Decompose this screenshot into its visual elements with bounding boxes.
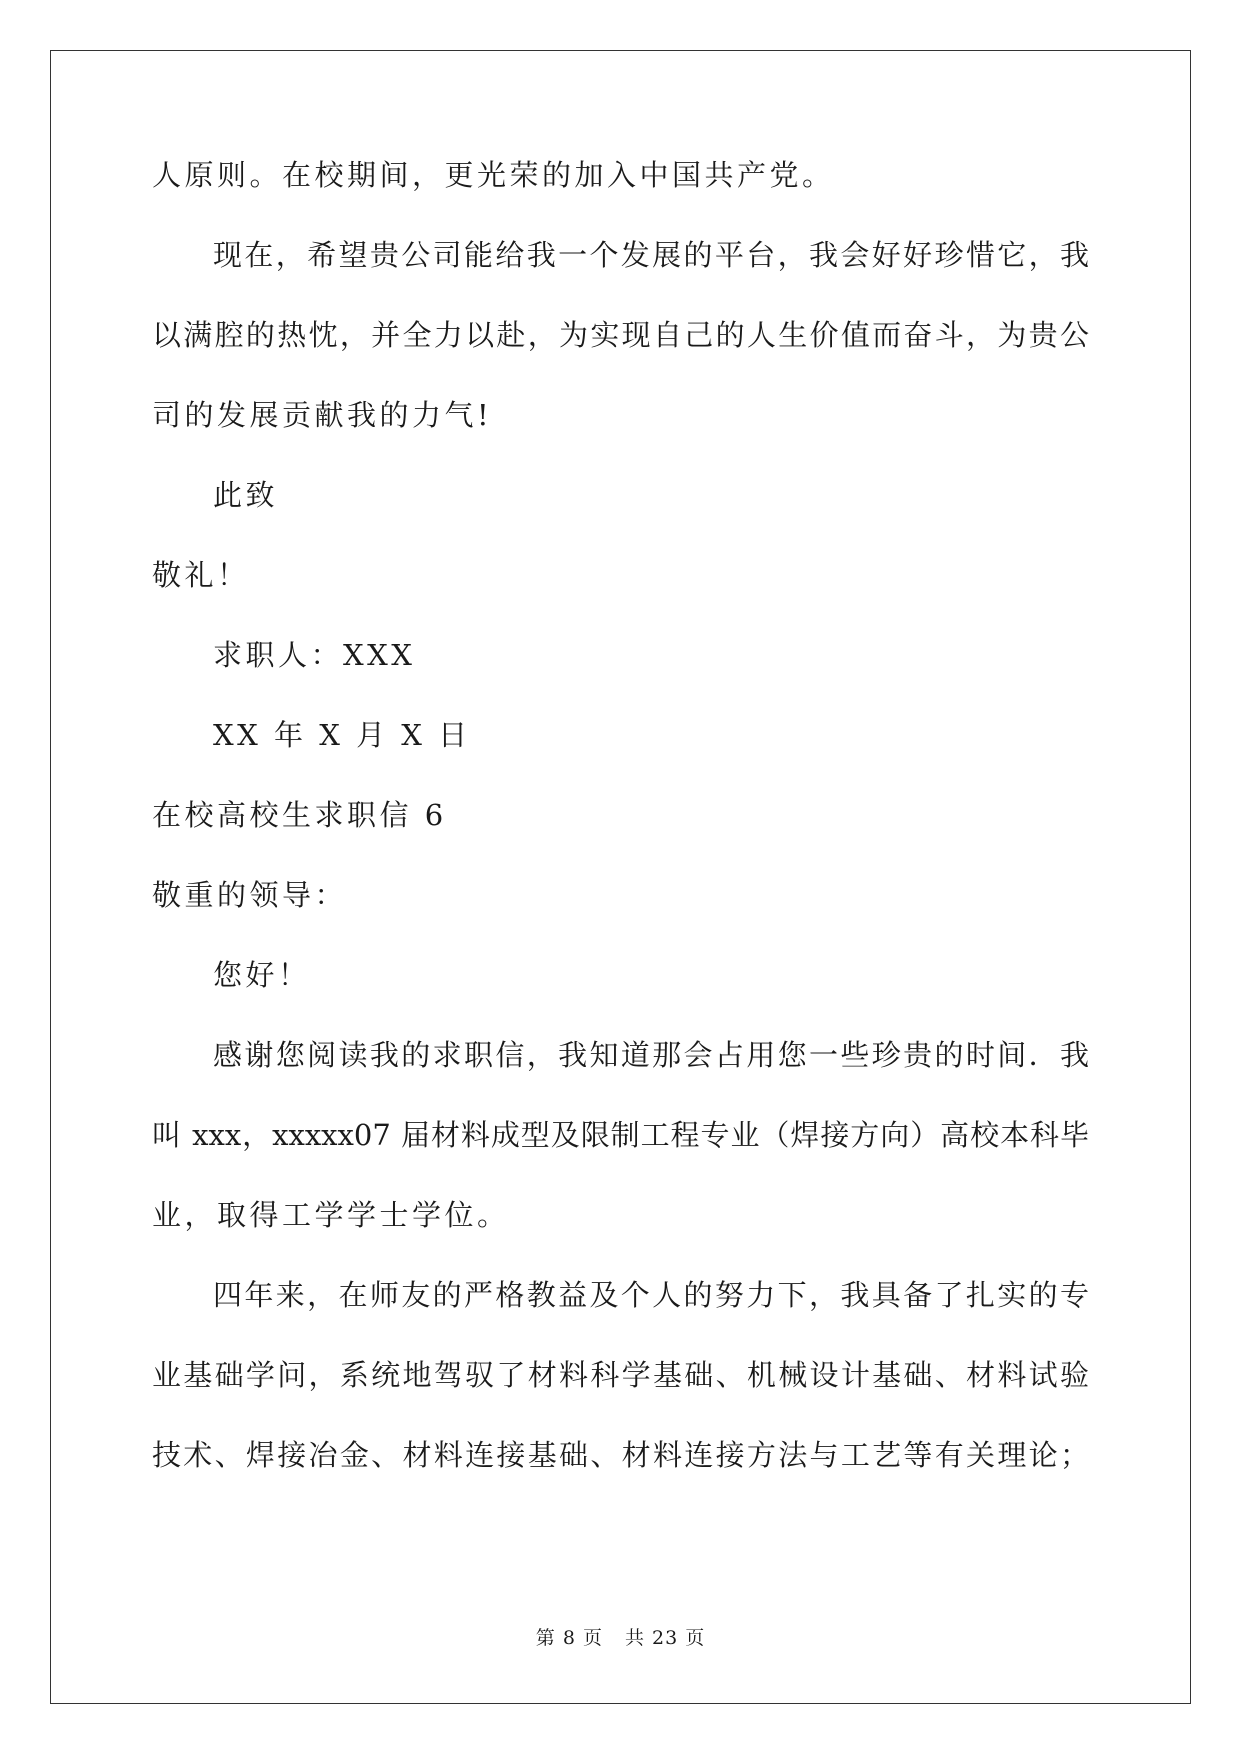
text-line: XX 年 X 月 X 日 (213, 718, 471, 752)
page-total: 共 23 页 (624, 1627, 706, 1649)
text-line: 技术、焊接冶金、材料连接基础、材料连接方法与工艺等有关理论； (152, 1438, 1089, 1472)
text-line: 叫 xxx，xxxxx07 届材料成型及限制工程专业（焊接方向）高校本科毕 (152, 1118, 1089, 1152)
text-line: 司的发展贡献我的力气! (152, 398, 493, 432)
section-heading: 在校高校生求职信 6 (152, 798, 447, 832)
salutation: 敬重的领导： (152, 878, 348, 912)
text-line: 人原则。在校期间，更光荣的加入中国共产党。 (152, 158, 835, 192)
text-line: 现在，希望贵公司能给我一个发展的平台，我会好好珍惜它，我 (213, 238, 1089, 272)
text-line: 此致 (213, 478, 279, 512)
text-line: 敬礼！ (152, 558, 250, 592)
text-line: 四年来，在师友的严格教益及个人的努力下，我具备了扎实的专 (213, 1278, 1089, 1312)
greeting: 您好！ (213, 958, 311, 992)
page-footer (0, 1626, 1241, 1650)
text-line: 求职人：XXX (213, 638, 416, 672)
text-line: 业基础学问，系统地驾驭了材料科学基础、机械设计基础、材料试验 (152, 1358, 1089, 1392)
text-line: 感谢您阅读我的求职信，我知道那会占用您一些珍贵的时间．我 (213, 1038, 1089, 1072)
text-line: 以满腔的热忱，并全力以赴，为实现自己的人生价值而奋斗，为贵公 (152, 318, 1089, 352)
text-line: 业，取得工学学士学位。 (152, 1198, 510, 1232)
page-number: 第 8 页 (535, 1627, 603, 1649)
